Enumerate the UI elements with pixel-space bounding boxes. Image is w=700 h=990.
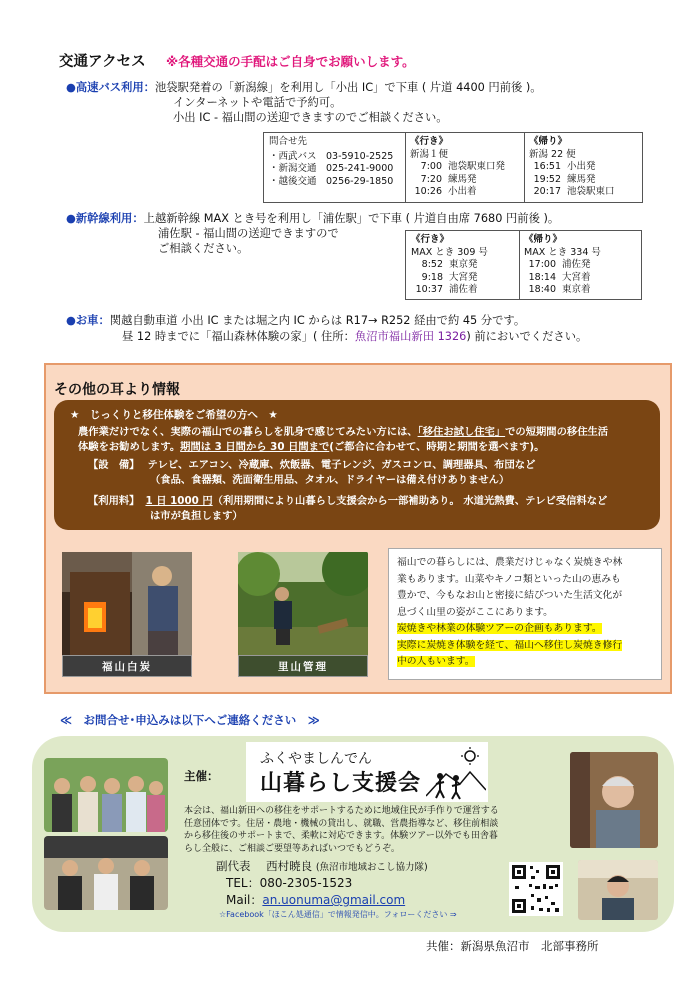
trial-p1-c: での短期間の移住生活: [505, 426, 609, 438]
car-text-2a: 昼 12 時までに「福山森林体験の家」( 住所：: [122, 330, 355, 343]
bus-label: 高速バス利用：: [75, 81, 155, 94]
rep-label: 副代表: [216, 859, 251, 873]
shinkansen-text-2: 浦佐駅 - 福山間の送迎できますので: [158, 227, 339, 240]
inbound-sub: 新潟 22 便: [529, 148, 576, 160]
sched-time: 17:00: [528, 259, 556, 270]
car-text-1: 関越自動車道 小出 IC または堀之内 IC からは R17→ R252 経由で約 45 分です。: [109, 314, 526, 327]
trial-p2-a: 体験をお勧めします。: [78, 441, 181, 453]
photo2-caption: 里山管理: [238, 655, 368, 677]
tel-line: [226, 874, 352, 891]
fee-value: 1 日 1000 円: [145, 495, 213, 507]
contact-tel: 0256-29-1850: [326, 175, 394, 187]
mail-address[interactable]: an.uonuma@gmail.com: [262, 893, 406, 907]
sched-time: 16:51: [533, 161, 561, 172]
sched-place: 練馬発: [567, 173, 596, 185]
sched-place: 大宮発: [449, 271, 478, 283]
contact-title: 問合せ先: [269, 136, 308, 147]
facility-line: [88, 458, 535, 473]
sched-place: 大宮着: [562, 271, 591, 283]
facility-label: 【設 備】: [88, 459, 140, 471]
sched-place: 浦佐着: [449, 284, 478, 295]
info-text-line: 息づく山里の姿がここにあります。: [397, 606, 553, 618]
contact-tel: 025-241-9000: [326, 163, 394, 174]
satoyama-info-box: [388, 548, 662, 680]
shinkansen-text-3: ご相談ください。: [158, 242, 249, 255]
outbound-head: 《行き》: [411, 234, 450, 245]
contact-name: ・新潟交通: [269, 163, 317, 174]
highlight-line: 炭焼きや林業の体験ツアーの企画もあります。: [397, 623, 602, 634]
shinkansen-outbound: [406, 231, 519, 299]
desc-line: らし全般に、ご相談ご要望等あればいつでもどうぞ。: [184, 843, 400, 854]
info-text-line: 豊かで、今もなお山と密接に結びついた生活文化が: [397, 590, 623, 601]
info-text-line: 福山での暮らしには、農業だけじゃなく炭焼きや林: [397, 557, 623, 568]
contact-name: ・越後交通: [269, 175, 317, 187]
members-photo-1: [44, 758, 168, 832]
sched-time: 18:14: [528, 271, 556, 283]
shinkansen-label: 新幹線利用：: [75, 212, 144, 225]
sched-time: 7:00: [420, 161, 442, 172]
desc-line: から移住後のサポートまで、柔軟に対応できます。体験ツアー以外でも田舎暮: [184, 831, 498, 841]
trial-period: 期間は 3 日間から 30 日間まで: [180, 441, 330, 453]
sched-time: 19:52: [533, 173, 561, 185]
tel-number[interactable]: 080-2305-1523: [259, 876, 353, 890]
sched-time: 10:26: [414, 186, 442, 197]
trial-p1-a: 農作業だけでなく、実際の福山での暮らしを肌身で感じてみたい方には、: [78, 426, 418, 438]
bus-contacts: [264, 133, 405, 202]
car-label: お車：: [75, 314, 110, 327]
mail-line: [226, 891, 405, 908]
contact-tel: 03-5910-2525: [326, 150, 394, 162]
facility-list: テレビ、エアコン、冷蔵庫、炊飯器、電子レンジ、ガスコンロ、調理器具、布団など: [147, 459, 536, 471]
sched-time: 7:20: [420, 173, 442, 185]
sched-place: 練馬発: [448, 173, 477, 185]
facility-note: （食品、食器類、洗面衛生用品、タオル、ドライヤーは備え付けありません）: [150, 474, 510, 486]
fee-line: [88, 494, 607, 509]
sched-time: 9:18: [421, 271, 443, 283]
cosponsor: 共催：新潟県魚沼市 北部事務所: [426, 939, 599, 953]
mail-label: Mail：: [226, 893, 263, 907]
logo-line-1: ふくやましんでん: [260, 751, 372, 767]
trial-housing-box: [54, 400, 660, 530]
info-title: その他の耳より情報: [54, 382, 180, 398]
sched-place: 東京発: [449, 259, 478, 270]
sched-time: 8:52: [421, 259, 443, 270]
logo-line-2: 山暮らし支援会: [260, 770, 422, 796]
bus-inbound: [524, 133, 643, 202]
satoyama-photo: [238, 552, 368, 655]
shinkansen-line-1: [66, 211, 559, 226]
sched-place: 浦佐発: [562, 259, 591, 270]
car-address: 魚沼市福山新田 1326: [354, 330, 467, 343]
photo1-caption: 福山白炭: [62, 655, 192, 677]
logo-figures-icon: [426, 746, 486, 800]
rep-portrait-photo: [578, 860, 658, 920]
sched-time: 10:37: [415, 284, 443, 295]
support-group-logo: [246, 742, 488, 802]
contact-heading: ≪ お問合せ･申込みは以下へご連絡ください ≫: [60, 713, 320, 727]
shinkansen-inbound: [519, 231, 642, 299]
fee-note-2: は市が負担します）: [150, 510, 243, 522]
shinkansen-schedule-table: [405, 230, 642, 300]
inbound-head: 《帰り》: [529, 136, 568, 147]
trial-head: ★ じっくりと移住体験をご希望の方へ ★: [70, 409, 278, 421]
facebook-note: ☆Facebook「ほこん処通信」で情報発信中。フォローください ⇒: [219, 910, 457, 919]
trial-house-name: 「移住お試し住宅」: [417, 426, 506, 438]
contact-name: ・西武バス: [269, 150, 317, 162]
bus-line-1: [66, 80, 542, 95]
host-label: 主催：: [184, 769, 219, 783]
sched-place: 東京着: [562, 284, 591, 295]
rep-line: [216, 858, 428, 874]
outbound-sub: 新潟１便: [410, 148, 449, 160]
car-text-2b: ) 前においでください。: [466, 330, 588, 343]
members-photo-2: [44, 836, 168, 910]
group-description: [184, 805, 499, 855]
trial-p2: [78, 440, 544, 455]
bullet-dot: ●: [66, 81, 76, 94]
trial-p2-c: (ご都合に合わせて、時期と期間を選べます)。: [329, 441, 545, 453]
bullet-dot: ●: [66, 212, 76, 225]
sched-place: 小出発: [567, 161, 596, 172]
outbound-head: 《行き》: [410, 136, 449, 147]
sched-time: 20:17: [533, 186, 561, 197]
bus-text-1: 池袋駅発着の「新潟線」を利用し「小出 IC」で下車 ( 片道 4400 円前後 )。: [154, 81, 542, 94]
sched-time: 18:40: [528, 284, 556, 295]
info-text-line: 業もあります。山菜やキノコ類といった山の恵みも: [397, 573, 621, 585]
highlight-line: 実際に炭焼き体験を経て、福山へ移住し炭焼き修行: [397, 639, 623, 651]
fee-note: （利用期間により山暮らし支援会から一部補助あり。 水道光熱費、テレビ受信料など: [212, 495, 608, 507]
bus-schedule-table: [263, 132, 643, 203]
elder-portrait-photo: [570, 752, 658, 848]
trial-p1: [78, 425, 608, 440]
tel-label: TEL：: [226, 876, 260, 890]
fee-label: 【利用料】: [88, 495, 140, 507]
charcoal-kiln-photo: [62, 552, 192, 655]
inbound-sub: MAX とき 334 号: [524, 246, 601, 258]
outbound-sub: MAX とき 309 号: [411, 246, 488, 258]
bullet-dot: ●: [66, 314, 76, 327]
bus-outbound: [405, 133, 524, 202]
qr-code[interactable]: [509, 862, 563, 916]
highlight-line: 中の人もいます。: [397, 656, 475, 667]
inbound-head: 《帰り》: [524, 234, 563, 245]
sched-place: 池袋駅東口: [567, 186, 615, 197]
shinkansen-text-1: 上越新幹線 MAX とき号を利用し「浦佐駅」で下車 ( 片道自由席 7680 円前後 )。: [143, 212, 560, 225]
sched-place: 池袋駅東口発: [448, 161, 506, 172]
rep-name: 西村暁良: [266, 859, 313, 873]
bus-text-2: インターネットや電話で予約可。: [173, 96, 342, 109]
car-line-1: [66, 313, 525, 328]
access-note: ※各種交通の手配はご自身でお願いします。: [166, 54, 415, 69]
bus-text-3: 小出 IC - 福山間の送迎できますのでご相談ください。: [173, 111, 448, 124]
desc-line: 任意団体です。住居・農地・機械の貸出し、就職、営農指導など、移住前相談: [184, 818, 499, 829]
rep-note: (魚沼市地域おこし協力隊): [315, 862, 428, 873]
access-title: 交通アクセス: [59, 54, 146, 70]
sched-place: 小出着: [448, 186, 477, 197]
desc-line: 本会は、福山新田への移住をサポートするために地域住民が手作りで運営する: [184, 806, 499, 816]
car-line-2: [122, 329, 587, 344]
